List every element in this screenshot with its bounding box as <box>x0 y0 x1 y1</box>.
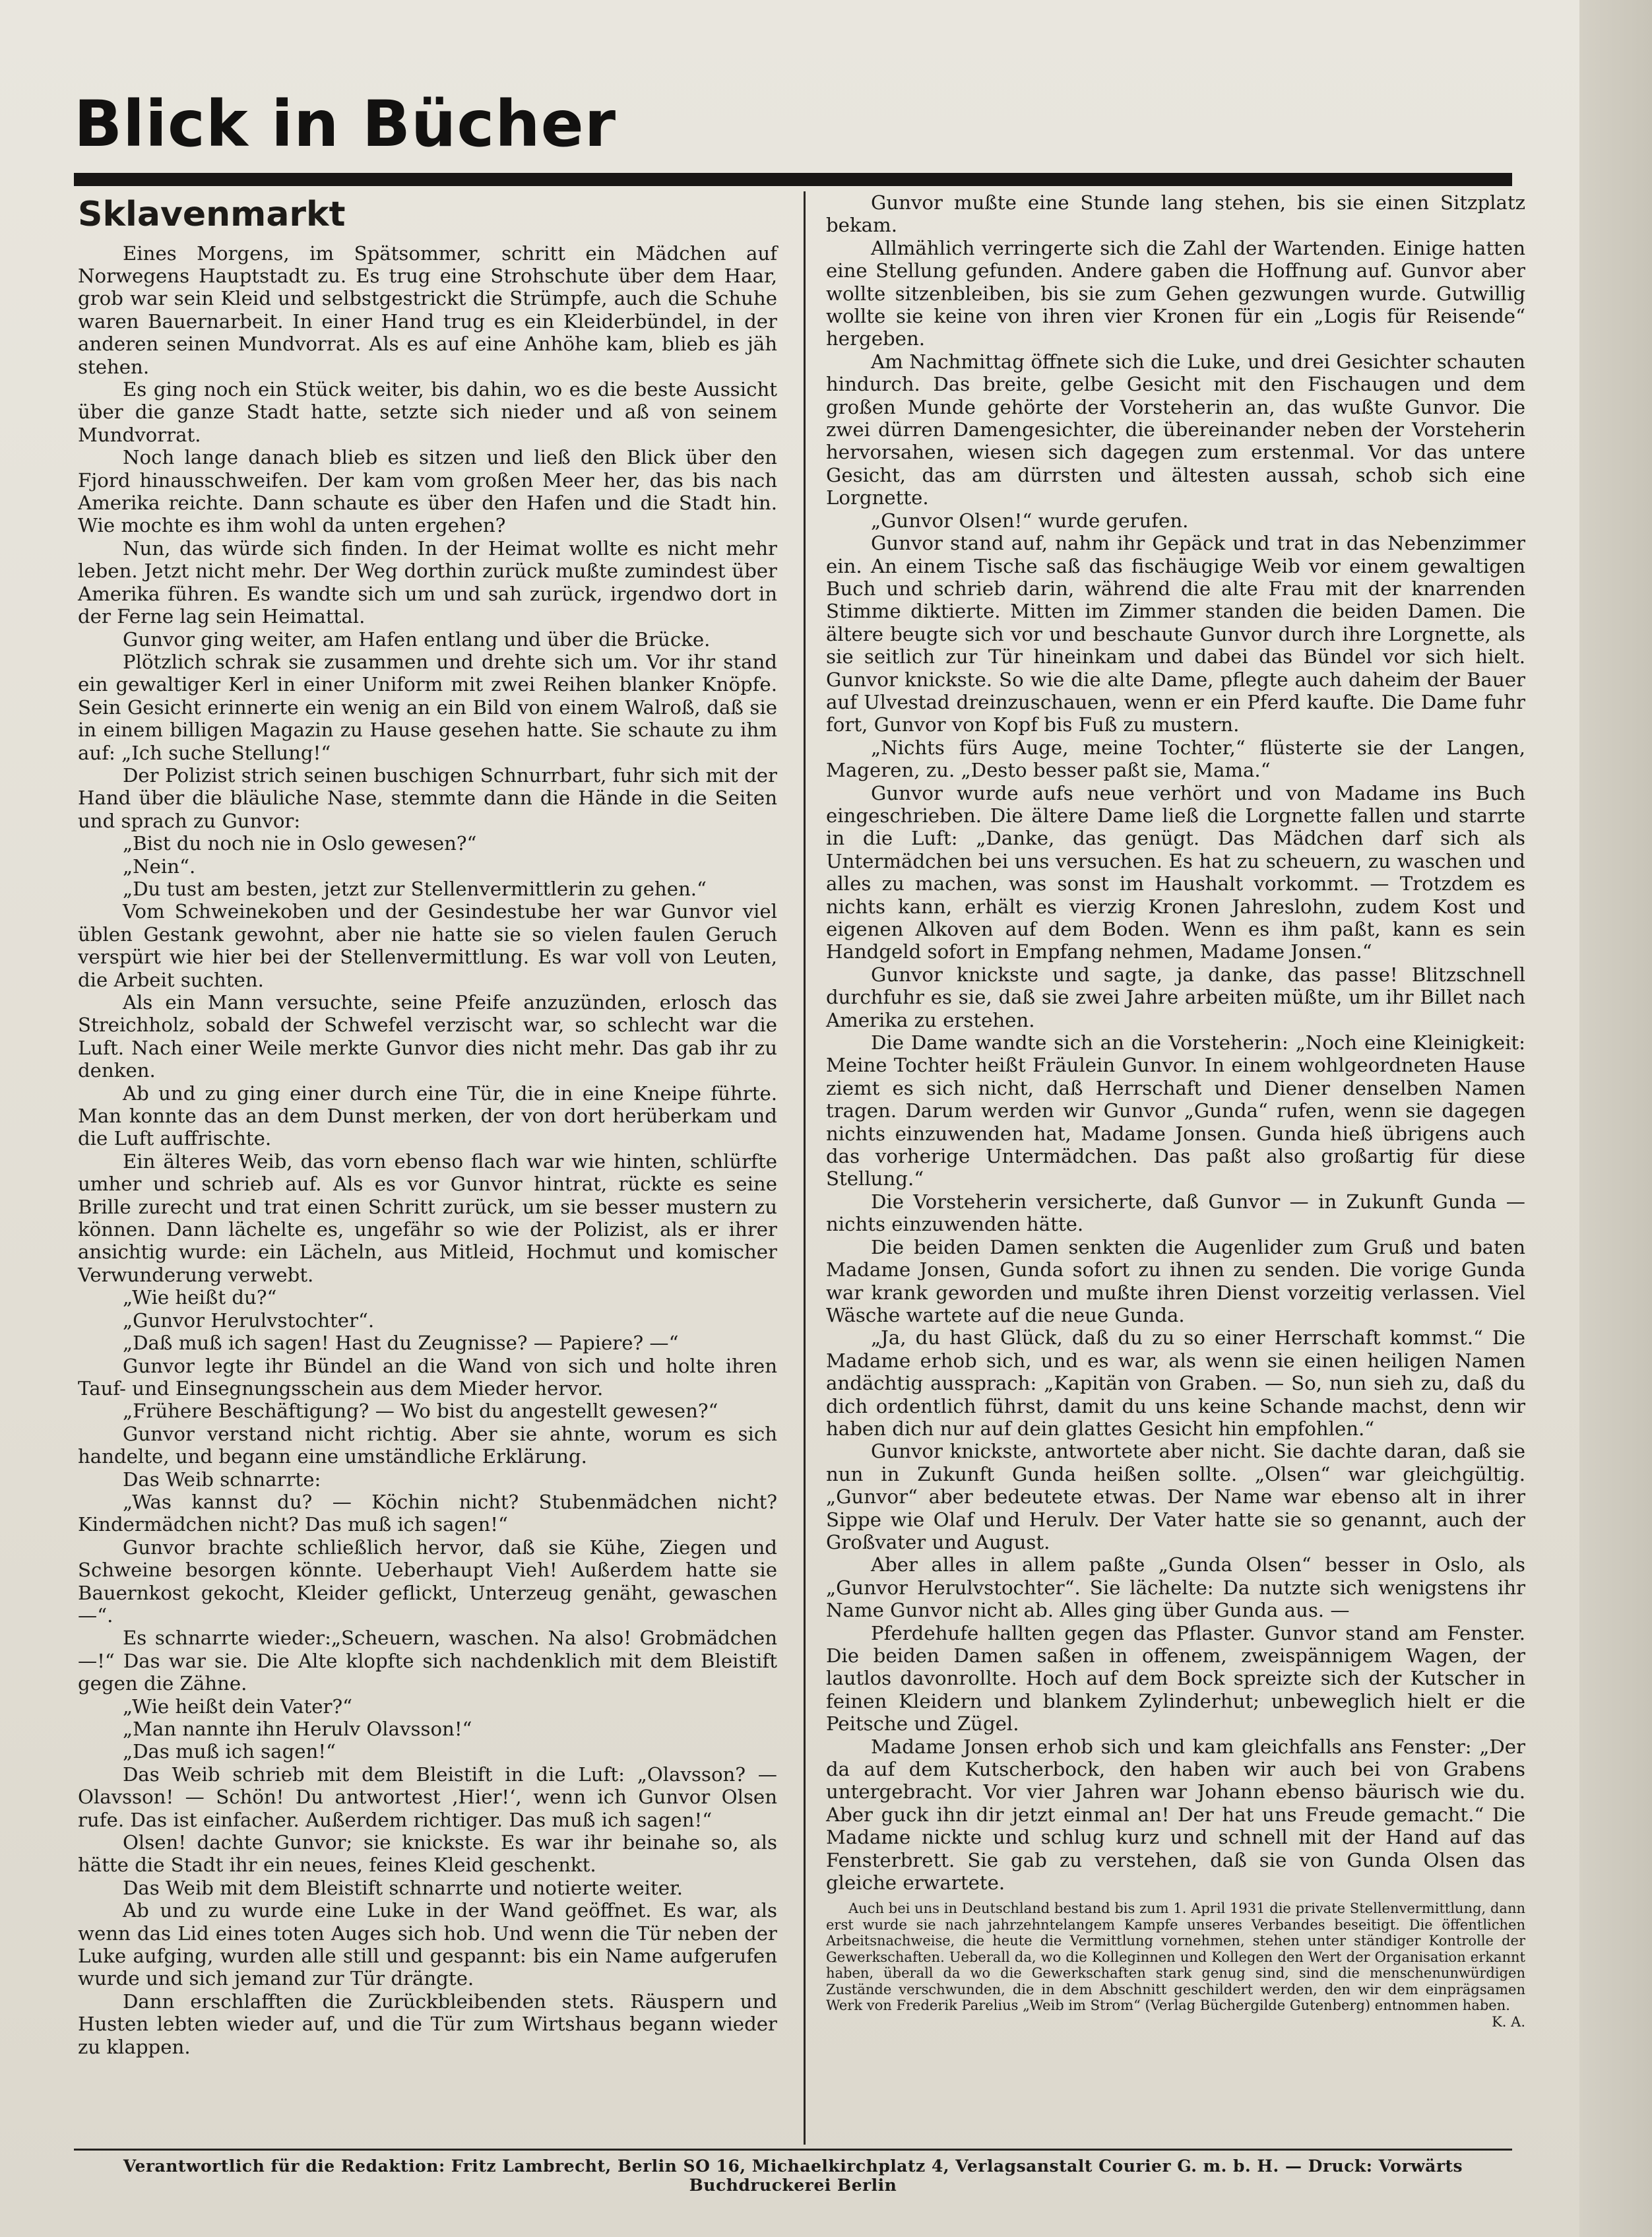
page-edge-shadow <box>1579 0 1652 2237</box>
column-divider <box>804 191 806 2145</box>
article-paragraph: Gunvor stand auf, nahm ihr Gepäck und trat in das Nebenzimmer ein. An einem Tische saß das fischäugige Weib vor einem gewaltigen Buch und schrieb darin, während die alte Frau mit der knarrenden Stimme diktierte. Mitten im Zimmer standen die beiden Damen. Die ältere beugte sich vor und beschaute Gunvor durch ihre Lorgnette, als sie seitlich zur Tür hineinkam und dabei das Bündel vor sich hielt. Gunvor knickste. So wie die alte Dame, pflegte auch daheim der Bauer auf Ulvestad dreinzuschauen, wenn er ein Pferd kaufte. Die Dame fuhr fort, Gunvor von Kopf bis Fuß zu mustern. <box>826 532 1525 736</box>
article-paragraph: Gunvor mußte eine Stunde lang stehen, bis sie einen Sitzplatz bekam. <box>826 191 1525 237</box>
article-paragraph: Allmählich verringerte sich die Zahl der Wartenden. Einige hatten eine Stellung gefunden. Andere gaben die Hoffnung auf. Gunvor aber wollte sitzenbleiben, bis sie zum Gehen gezwungen wurde. Gutwillig wollte sie keine von ihren vier Kronen für ein „Logis für Reisende“ hergeben. <box>826 236 1525 350</box>
article-paragraph: Es ging noch ein Stück weiter, bis dahin, wo es die beste Aussicht über die ganze Stadt hatte, setzte sich nieder und aß von seinem Mundvorrat. <box>78 378 777 446</box>
article-paragraph: Gunvor brachte schließlich hervor, daß sie Kühe, Ziegen und Schweine besorgen könnte. Ueberhaupt Vieh! Außerdem hatte sie Bauernkost gekocht, Kleider geflickt, Unterzeug genäht, gewaschen —“. <box>78 1536 777 1627</box>
article-columns <box>78 191 1525 2138</box>
article-title: Sklavenmarkt <box>78 195 346 234</box>
article-paragraph: „Bist du noch nie in Oslo gewesen?“ <box>123 832 477 855</box>
article-paragraph: Pferdehufe hallten gegen das Pflaster. Gunvor stand am Fenster. Die beiden Damen saßen in offenem, zweispännigem Wagen, der lautlos davonrollte. Hoch auf dem Bock spreizte sich der Kutscher in feinen Kleidern und blankem Zylinderhut; unbeweglich hielt er die Peitsche und Zügel. <box>826 1621 1525 1735</box>
article-paragraph: Dann erschlafften die Zurückbleibenden stets. Räuspern und Husten lebten wieder auf, und die Tür zum Wirtshaus begann wieder zu klappen. <box>78 1990 777 2058</box>
imprint-footer: Verantwortlich für die Redaktion: Fritz Lambrecht, Berlin SO 16, Michaelkirchplatz 4, Verlagsanstalt Courier G. m. b. H. — Druck: Vorwärts Buchdruckerei Berlin <box>123 2156 1463 2195</box>
article-paragraph: Gunvor ging weiter, am Hafen entlang und über die Brücke. <box>123 628 711 651</box>
article-paragraph: Es schnarrte wieder:„Scheuern, waschen. Na also! Grobmädchen —!“ Das war sie. Die Alte klopfte sich nachdenklich mit dem Bleistift gegen die Zähne. <box>78 1627 777 1695</box>
article-paragraph: Ab und zu ging einer durch eine Tür, die in eine Kneipe führte. Man konnte das an dem Dunst merken, der von dort herüberkam und die Luft auffrischte. <box>78 1082 777 1150</box>
left-column <box>78 191 777 2138</box>
article-paragraph: Gunvor verstand nicht richtig. Aber sie ahnte, worum es sich handelte, und begann eine umständliche Erklärung. <box>78 1422 777 1468</box>
article-paragraph: „Ja, du hast Glück, daß du zu so einer Herrschaft kommst.“ Die Madame erhob sich, und es war, als wenn sie einen heiligen Namen andächtig aussprach: „Kapitän von Graben. — So, nun sieh zu, daß du dich ordentlich führst, damit du uns keine Schande machst, denn wir haben dich nur auf dein glattes Gesicht hin empfohlen.“ <box>826 1326 1525 1440</box>
article-paragraph: Vom Schweinekoben und der Gesindestube her war Gunvor viel üblen Gestank gewohnt, aber nie hatte sie so vielen faulen Geruch verspürt wie hier bei der Stellenvermittlung. Es war voll von Leuten, die Arbeit suchten. <box>78 900 777 991</box>
article-paragraph: „Gunvor Herulvstochter“. <box>123 1309 375 1332</box>
article-paragraph: Plötzlich schrak sie zusammen und drehte sich um. Vor ihr stand ein gewaltiger Kerl in einer Uniform mit zwei Reihen blanker Knöpfe. Sein Gesicht erinnerte ein wenig an ein Bild von einem Walroß, daß sie in einem billigen Magazin zu Hause gesehen hatte. Sie schaute zu ihm auf: „Ich suche Stellung!“ <box>78 650 777 764</box>
article-paragraph: „Frühere Beschäftigung? — Wo bist du angestellt gewesen?“ <box>123 1400 718 1423</box>
article-paragraph: Madame Jonsen erhob sich und kam gleichfalls ans Fenster: „Der da auf dem Kutscherbock, den haben wir auch bei von Grabens untergebracht. Vor vier Jahren war Johann ebenso bäurisch wie du. Aber guck ihn dir jetzt einmal an! Der hat uns Freude gemacht.“ Die Madame nickte und schlug kurz und schnell mit der Hand auf das Fensterbrett. Sie gab zu verstehen, daß sie von Gunda Olsen das gleiche erwartete. <box>826 1735 1525 1895</box>
article-paragraph: Der Polizist strich seinen buschigen Schnurrbart, fuhr sich mit der Hand über die bläuliche Nase, stemmte dann die Hände in die Seiten und sprach zu Gunvor: <box>78 763 777 832</box>
article-paragraph: „Daß muß ich sagen! Hast du Zeugnisse? — Papiere? —“ <box>123 1332 679 1355</box>
editorial-note: Auch bei uns in Deutschland bestand bis zum 1. April 1931 die private Stellenvermittlung, dann erst wurde sie nach jahrzehntelangem Kampfe unseres Verbandes beseitigt. Die öffentlichen Arbeitsnachweise, die heute die Vermittlung vornehmen, stehen unter ständiger Kontrolle der Gewerkschaften. Ueberall da, wo die Kolleginnen und Kollegen den Wert der Organisation erkannt haben, überall da wo die Gewerkschaften stark genug sind, sind die menschenunwürdigen Zustände verschwunden, die in dem Abschnitt geschildert werden, den wir dem einprägsamen Werk von Frederik Parelius „Weib im Strom“ (Verlag Büchergilde Gutenberg) entnommen haben. <box>826 1900 1525 2014</box>
left-column-text <box>78 242 777 2059</box>
article-paragraph: „Wie heißt dein Vater?“ <box>123 1695 353 1718</box>
article-paragraph: „Das muß ich sagen!“ <box>123 1740 336 1763</box>
article-paragraph: Nun, das würde sich finden. In der Heimat wollte es nicht mehr leben. Jetzt nicht mehr. Der Weg dorthin zurück mußte zumindest über Amerika führen. Es wandte sich um und sah zurück, irgendwo dort in der Ferne lag sein Heimattal. <box>78 536 777 628</box>
right-column-text <box>826 191 1525 1894</box>
article-paragraph: „Man nannte ihn Herulv Olavsson!“ <box>123 1718 472 1740</box>
article-paragraph: Ein älteres Weib, das vorn ebenso flach war wie hinten, schlürfte umher und schrieb auf. Als es vor Gunvor hintrat, rückte es seine Brille zurecht und trat einen Schritt zurück, um sie besser mustern zu können. Dann lächelte es, ungefähr so wie der Polizist, als er ihrer ansichtig wurde: ein Lächeln, aus Mitleid, Hochmut und komischer Verwunderung verwebt. <box>78 1150 777 1286</box>
footer-rule <box>74 2149 1512 2151</box>
article-paragraph: Aber alles in allem paßte „Gunda Olsen“ besser in Oslo, als „Gunvor Herulvstochter“. Sie lächelte: Da nutzte sich wenigstens ihr Name Gunvor nicht ab. Alles ging über Gunda aus. — <box>826 1553 1525 1622</box>
article-paragraph: Die beiden Damen senkten die Augenlider zum Gruß und baten Madame Jonsen, Gunda sofort zu ihnen zu senden. Die vorige Gunda war krank geworden und mußte ihren Dienst vorzeitig verlassen. Viel Wäsche wartete auf die neue Gunda. <box>826 1235 1525 1326</box>
headline-rule <box>74 173 1512 186</box>
article-paragraph: Noch lange danach blieb es sitzen und ließ den Blick über den Fjord hinausschweifen. Der kam vom großen Meer her, das bis nach Amerika reichte. Dann schaute es über den Hafen und die Stadt hin. Wie mochte es ihm wohl da unten ergehen? <box>78 446 777 537</box>
article-paragraph: „Gunvor Olsen!“ wurde gerufen. <box>871 509 1189 532</box>
article-paragraph: Ab und zu wurde eine Luke in der Wand geöffnet. Es war, als wenn das Lid eines toten Auges sich hob. Und wenn die Tür neben der Luke aufging, wurden alle still und gespannt: bis ein Name aufgerufen wurde und sich jemand zur Tür drängte. <box>78 1899 777 1990</box>
page-headline: Blick in Bücher <box>74 87 617 161</box>
article-paragraph: „Was kannst du? — Köchin nicht? Stubenmädchen nicht? Kindermädchen nicht? Das muß ich sagen!“ <box>78 1490 777 1536</box>
article-paragraph: „Du tust am besten, jetzt zur Stellenvermittlerin zu gehen.“ <box>123 877 707 900</box>
article-paragraph: Das Weib mit dem Bleistift schnarrte und notierte weiter. <box>123 1876 683 1899</box>
note-signature: K. A. <box>1492 2013 1525 2030</box>
article-paragraph: Gunvor knickste und sagte, ja danke, das passe! Blitzschnell durchfuhr es sie, daß sie zwei Jahre arbeiten müßte, um ihr Billet nach Amerika zu erstehen. <box>826 963 1525 1031</box>
article-paragraph: „Wie heißt du?“ <box>123 1286 277 1309</box>
article-paragraph: Gunvor knickste, antwortete aber nicht. Sie dachte daran, daß sie nun in Zukunft Gunda heißen sollte. „Olsen“ war gleichgültig. „Gunvor“ aber bedeutete etwas. Der Name war ebenso alt in ihrer Sippe wie Olaf und Herulv. Der Vater hatte sie so genannt, auch der Großvater und August. <box>826 1440 1525 1553</box>
article-paragraph: „Nichts fürs Auge, meine Tochter,“ flüsterte sie der Langen, Mageren, zu. „Desto besser paßt sie, Mama.“ <box>826 736 1525 782</box>
article-paragraph: Die Dame wandte sich an die Vorsteherin: „Noch eine Kleinigkeit: Meine Tochter heißt Fräulein Gunvor. In einem wohlgeordneten Hause ziemt es sich nicht, daß Herrschaft und Diener denselben Namen tragen. Darum werden wir Gunvor „Gunda“ rufen, wenn sie dagegen nichts einzuwenden hat, Madame Jonsen. Gunda hieß übrigens auch das vorherige Untermädchen. Das paßt also großartig für diese Stellung.“ <box>826 1031 1525 1190</box>
right-column <box>826 191 1525 2138</box>
article-paragraph: Am Nachmittag öffnete sich die Luke, und drei Gesichter schauten hindurch. Das breite, gelbe Gesicht mit den Fischaugen und dem großen Munde gehörte der Vorsteherin an, das wußte Gunvor. Die zwei dürren Damengesichter, die übereinander neben der Vorsteherin hervorsahen, wiesen sich dagegen zum erstenmal. Vor das untere Gesicht, das am dürrsten und ältesten aussah, schob sich eine Lorgnette. <box>826 350 1525 509</box>
article-paragraph: Das Weib schrieb mit dem Bleistift in die Luft: „Olavsson? — Olavsson! — Schön! Du antwortest ‚Hier!‘, wenn ich Gunvor Olsen rufe. Das ist einfacher. Außerdem richtiger. Das muß ich sagen!“ <box>78 1763 777 1831</box>
article-paragraph: Eines Morgens, im Spätsommer, schritt ein Mädchen auf Norwegens Hauptstadt zu. Es trug eine Strohschute über dem Haar, grob war sein Kleid und selbstgestrickt die Strümpfe, auch die Schuhe waren Bauernarbeit. In einer Hand trug es ein Kleiderbündel, in der anderen seinen Mundvorrat. Als es auf eine Anhöhe kam, blieb es jäh stehen. <box>78 242 777 378</box>
article-paragraph: Als ein Mann versuchte, seine Pfeife anzuzünden, erlosch das Streichholz, sobald der Schwefel verzischt war, so schlecht war die Luft. Nach einer Weile merkte Gunvor dies nicht mehr. Das gab ihr zu denken. <box>78 991 777 1082</box>
article-paragraph: Olsen! dachte Gunvor; sie knickste. Es war ihr beinahe so, als hätte die Stadt ihr ein neues, feines Kleid geschenkt. <box>78 1831 777 1877</box>
article-paragraph: Das Weib schnarrte: <box>123 1468 321 1491</box>
article-paragraph: Gunvor legte ihr Bündel an die Wand von sich und holte ihren Tauf- und Einsegnungsschein aus dem Mieder hervor. <box>78 1354 777 1400</box>
article-paragraph: „Nein“. <box>123 855 196 878</box>
article-paragraph: Gunvor wurde aufs neue verhört und von Madame ins Buch eingeschrieben. Die ältere Dame ließ die Lorgnette fallen und starrte in die Luft: „Danke, das genügt. Das Mädchen darf sich als Untermädchen bei uns versuchen. Es hat zu scheuern, zu waschen und alles zu machen, was sonst im Haushalt vorkommt. — Trotzdem es nichts kann, erhält es vierzig Kronen Jahreslohn, zudem Kost und eigenen Alkoven auf dem Boden. Wenn es ihm paßt, kann es sein Handgeld sofort in Empfang nehmen, Madame Jonsen.“ <box>826 781 1525 963</box>
article-paragraph: Die Vorsteherin versicherte, daß Gunvor — in Zukunft Gunda — nichts einzuwenden hätte. <box>826 1190 1525 1236</box>
